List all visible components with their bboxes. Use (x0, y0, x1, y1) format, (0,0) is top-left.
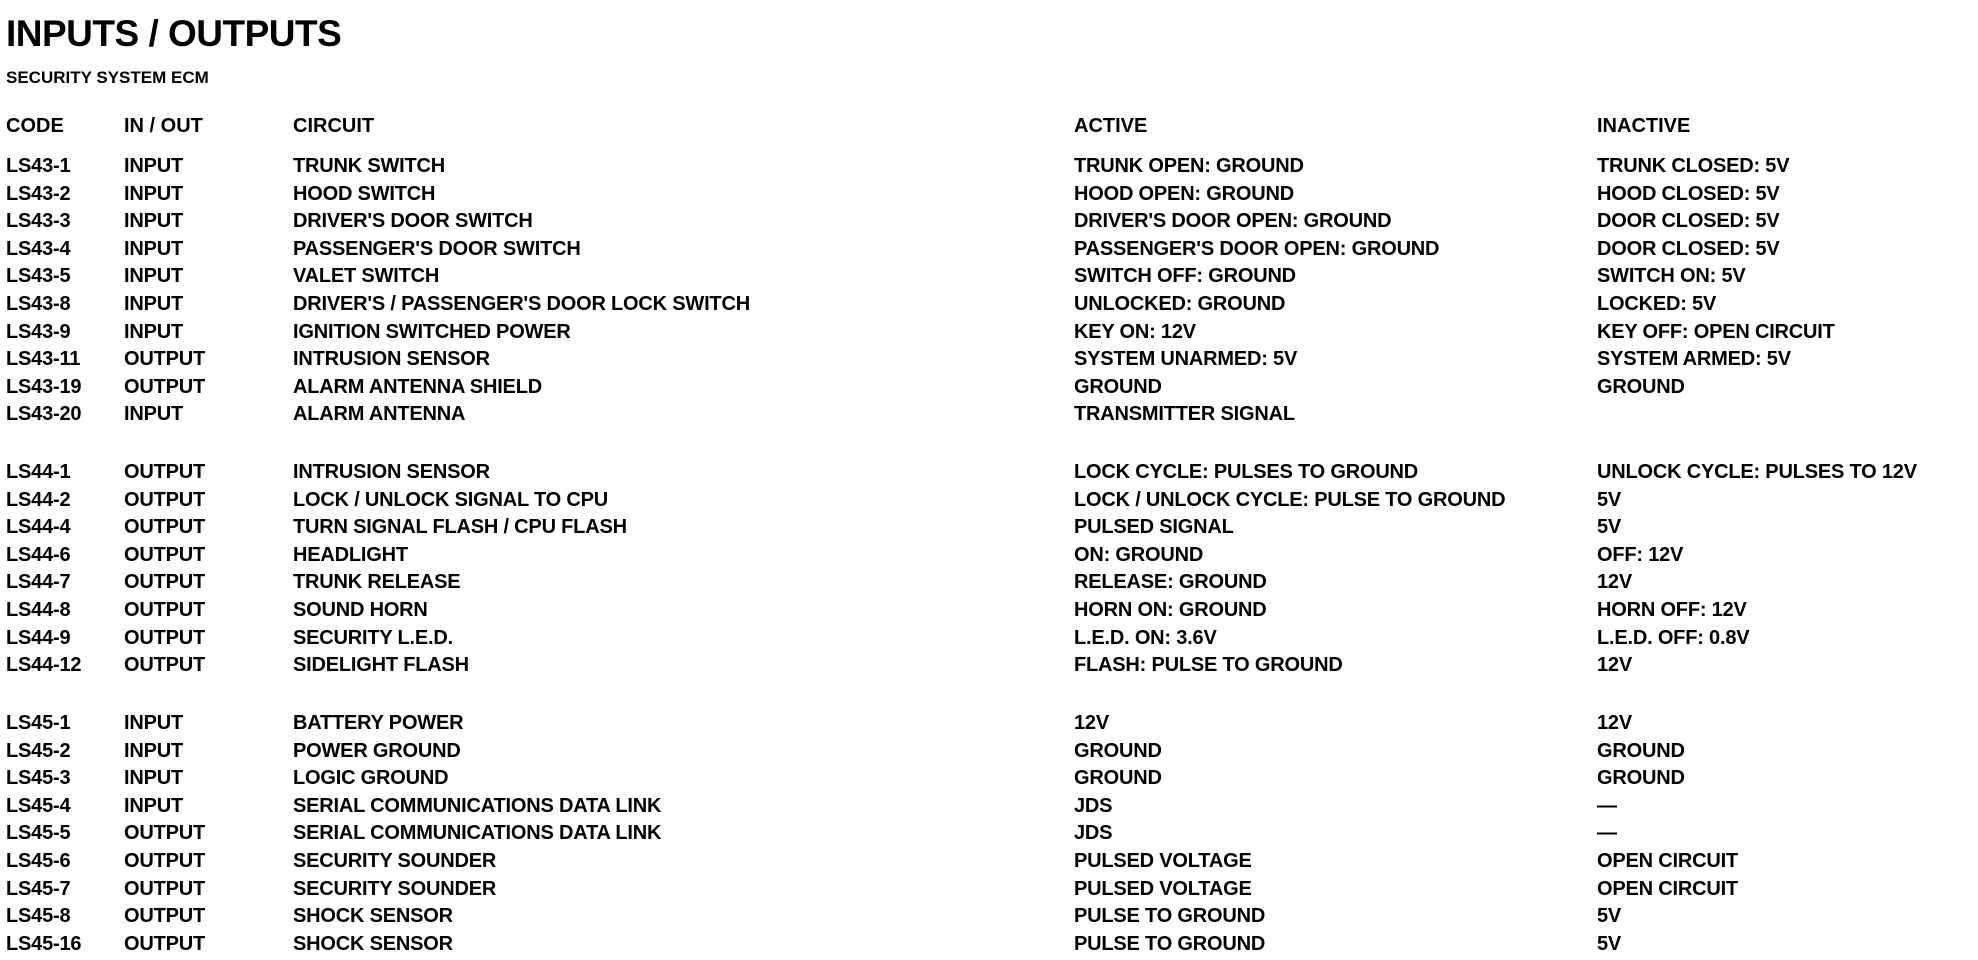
cell-active: PULSE TO GROUND (1074, 905, 1266, 928)
cell-active: PULSED VOLTAGE (1074, 849, 1252, 872)
cell-code: LS45-7 (6, 877, 71, 900)
cell-circuit: SERIAL COMMUNICATIONS DATA LINK (293, 794, 662, 817)
cell-active: GROUND (1074, 375, 1162, 398)
header-code: CODE (6, 115, 64, 137)
cell-inactive: HOOD CLOSED: 5V (1597, 182, 1780, 205)
cell-circuit: VALET SWITCH (293, 265, 440, 288)
cell-in-out: OUTPUT (124, 571, 206, 594)
cell-in-out: INPUT (124, 767, 184, 790)
cell-code: LS45-3 (6, 767, 71, 790)
cell-in-out: OUTPUT (124, 461, 206, 483)
cell-circuit: IGNITION SWITCHED POWER (293, 320, 571, 343)
table-group-ls43 (0, 153, 1978, 429)
cell-circuit: INTRUSION SENSOR (293, 348, 490, 371)
table-row (0, 181, 1978, 209)
cell-active: LOCK / UNLOCK CYCLE: PULSE TO GROUND (1074, 488, 1506, 511)
cell-circuit: ALARM ANTENNA (293, 403, 466, 426)
cell-circuit: ALARM ANTENNA SHIELD (293, 375, 542, 398)
cell-in-out: INPUT (124, 265, 184, 288)
cell-in-out: OUTPUT (124, 905, 206, 928)
cell-circuit: TRUNK SWITCH (293, 155, 446, 177)
cell-active: TRUNK OPEN: GROUND (1074, 155, 1304, 177)
table-row (0, 820, 1978, 848)
table-row (0, 319, 1978, 347)
cell-code: LS43-19 (6, 375, 82, 398)
cell-inactive: OPEN CIRCUIT (1597, 877, 1738, 900)
cell-in-out: OUTPUT (124, 626, 206, 649)
cell-active: L.E.D. ON: 3.6V (1074, 626, 1217, 649)
cell-active: 12V (1074, 712, 1109, 734)
cell-active: PASSENGER'S DOOR OPEN: GROUND (1074, 237, 1440, 260)
cell-in-out: OUTPUT (124, 849, 206, 872)
cell-circuit: SECURITY SOUNDER (293, 877, 497, 900)
table-row (0, 208, 1978, 236)
table-row (0, 514, 1978, 542)
cell-code: LS43-4 (6, 237, 71, 260)
cell-active: LOCK CYCLE: PULSES TO GROUND (1074, 461, 1419, 483)
cell-circuit: PASSENGER'S DOOR SWITCH (293, 237, 581, 260)
cell-circuit: SHOCK SENSOR (293, 932, 453, 955)
cell-active: RELEASE: GROUND (1074, 571, 1267, 594)
cell-in-out: INPUT (124, 320, 184, 343)
table-row (0, 542, 1978, 570)
cell-inactive: GROUND (1597, 739, 1685, 762)
cell-active: HORN ON: GROUND (1074, 598, 1267, 621)
cell-in-out: INPUT (124, 712, 184, 734)
cell-active: GROUND (1074, 739, 1162, 762)
cell-circuit: SECURITY L.E.D. (293, 626, 453, 649)
cell-active: JDS (1074, 822, 1113, 845)
cell-in-out: OUTPUT (124, 543, 206, 566)
header-inactive: INACTIVE (1597, 115, 1691, 137)
cell-in-out: INPUT (124, 794, 184, 817)
cell-inactive: 5V (1597, 516, 1622, 539)
cell-code: LS44-6 (6, 543, 71, 566)
table-group-ls45 (0, 710, 1978, 958)
cell-code: LS45-1 (6, 712, 71, 734)
cell-circuit: POWER GROUND (293, 739, 461, 762)
cell-circuit: BATTERY POWER (293, 712, 464, 734)
cell-active: PULSED VOLTAGE (1074, 877, 1252, 900)
table-row (0, 374, 1978, 402)
cell-circuit: SOUND HORN (293, 598, 428, 621)
cell-inactive: DOOR CLOSED: 5V (1597, 237, 1780, 260)
cell-code: LS44-12 (6, 654, 82, 677)
cell-code: LS43-11 (6, 348, 81, 371)
cell-in-out: INPUT (124, 155, 184, 177)
cell-circuit: HEADLIGHT (293, 543, 408, 566)
table-row (0, 236, 1978, 264)
cell-code: LS45-4 (6, 794, 71, 817)
table-row (0, 291, 1978, 319)
cell-inactive: 12V (1597, 654, 1632, 677)
cell-inactive: OPEN CIRCUIT (1597, 849, 1738, 872)
table-row (0, 652, 1978, 680)
cell-active: HOOD OPEN: GROUND (1074, 182, 1294, 205)
table-group-ls44 (0, 459, 1978, 680)
page-subtitle: SECURITY SYSTEM ECM (6, 68, 209, 87)
cell-code: LS45-5 (6, 822, 71, 845)
cell-inactive: 12V (1597, 712, 1632, 734)
table-row (0, 487, 1978, 515)
cell-active: GROUND (1074, 767, 1162, 790)
cell-inactive: 5V (1597, 932, 1622, 955)
cell-circuit: SIDELIGHT FLASH (293, 654, 469, 677)
table-row (0, 903, 1978, 931)
table-header (0, 112, 1978, 140)
cell-active: PULSE TO GROUND (1074, 932, 1266, 955)
cell-active: KEY ON: 12V (1074, 320, 1196, 343)
table-row (0, 848, 1978, 876)
cell-in-out: INPUT (124, 403, 184, 426)
cell-inactive: DOOR CLOSED: 5V (1597, 210, 1780, 233)
cell-in-out: INPUT (124, 210, 184, 233)
cell-inactive: SYSTEM ARMED: 5V (1597, 348, 1791, 371)
cell-circuit: SERIAL COMMUNICATIONS DATA LINK (293, 822, 662, 845)
cell-in-out: OUTPUT (124, 488, 206, 511)
cell-circuit: LOCK / UNLOCK SIGNAL TO CPU (293, 488, 608, 511)
cell-active: SWITCH OFF: GROUND (1074, 265, 1296, 288)
cell-circuit: DRIVER'S DOOR SWITCH (293, 210, 533, 233)
cell-code: LS44-7 (6, 571, 71, 594)
cell-in-out: OUTPUT (124, 348, 206, 371)
cell-in-out: OUTPUT (124, 877, 206, 900)
cell-code: LS44-4 (6, 516, 71, 539)
table-row (0, 765, 1978, 793)
table-row (0, 793, 1978, 821)
cell-in-out: INPUT (124, 182, 184, 205)
cell-inactive: OFF: 12V (1597, 543, 1684, 566)
cell-inactive: HORN OFF: 12V (1597, 598, 1747, 621)
cell-in-out: OUTPUT (124, 822, 206, 845)
cell-code: LS43-5 (6, 265, 71, 288)
cell-active: DRIVER'S DOOR OPEN: GROUND (1074, 210, 1392, 233)
table-row (0, 625, 1978, 653)
table-row (0, 931, 1978, 959)
cell-code: LS43-2 (6, 182, 71, 205)
cell-inactive: 5V (1597, 488, 1622, 511)
header-in-out: IN / OUT (124, 115, 203, 137)
cell-inactive: 12V (1597, 571, 1632, 594)
cell-active: JDS (1074, 794, 1113, 817)
cell-active: TRANSMITTER SIGNAL (1074, 403, 1295, 426)
cell-inactive: L.E.D. OFF: 0.8V (1597, 626, 1750, 649)
header-active: ACTIVE (1074, 115, 1148, 137)
cell-circuit: SHOCK SENSOR (293, 905, 453, 928)
cell-code: LS45-16 (6, 932, 82, 955)
cell-code: LS43-9 (6, 320, 71, 343)
cell-inactive: SWITCH ON: 5V (1597, 265, 1746, 288)
cell-inactive: GROUND (1597, 767, 1685, 790)
table-row (0, 153, 1978, 181)
header-circuit: CIRCUIT (293, 115, 375, 137)
cell-code: LS43-8 (6, 292, 71, 315)
table-row (0, 459, 1978, 487)
cell-active: PULSED SIGNAL (1074, 516, 1234, 539)
cell-in-out: OUTPUT (124, 516, 206, 539)
page-title: INPUTS / OUTPUTS (6, 13, 342, 54)
table-row (0, 346, 1978, 374)
cell-code: LS44-2 (6, 488, 71, 511)
cell-in-out: OUTPUT (124, 375, 206, 398)
cell-inactive: KEY OFF: OPEN CIRCUIT (1597, 320, 1835, 343)
table-row (0, 876, 1978, 904)
cell-in-out: INPUT (124, 292, 184, 315)
cell-in-out: INPUT (124, 739, 184, 762)
cell-code: LS44-9 (6, 626, 71, 649)
cell-inactive: UNLOCK CYCLE: PULSES TO 12V (1597, 461, 1917, 483)
cell-circuit: TRUNK RELEASE (293, 571, 461, 594)
cell-active: FLASH: PULSE TO GROUND (1074, 654, 1343, 677)
cell-code: LS43-20 (6, 403, 82, 426)
cell-code: LS45-6 (6, 849, 71, 872)
cell-code: LS43-3 (6, 210, 71, 233)
cell-code: LS43-1 (6, 155, 71, 177)
cell-active: UNLOCKED: GROUND (1074, 292, 1286, 315)
cell-in-out: OUTPUT (124, 932, 206, 955)
cell-circuit: INTRUSION SENSOR (293, 461, 490, 483)
cell-code: LS44-1 (6, 461, 71, 483)
cell-circuit: SECURITY SOUNDER (293, 849, 497, 872)
table-row (0, 738, 1978, 766)
cell-active: ON: GROUND (1074, 543, 1204, 566)
cell-inactive: TRUNK CLOSED: 5V (1597, 155, 1790, 177)
cell-inactive: — (1597, 822, 1617, 845)
cell-circuit: DRIVER'S / PASSENGER'S DOOR LOCK SWITCH (293, 292, 750, 315)
cell-circuit: LOGIC GROUND (293, 767, 449, 790)
table-row (0, 597, 1978, 625)
cell-active: SYSTEM UNARMED: 5V (1074, 348, 1298, 371)
cell-inactive: — (1597, 794, 1617, 817)
cell-code: LS45-8 (6, 905, 71, 928)
cell-code: LS45-2 (6, 739, 71, 762)
cell-in-out: OUTPUT (124, 598, 206, 621)
cell-in-out: OUTPUT (124, 654, 206, 677)
cell-in-out: INPUT (124, 237, 184, 260)
cell-inactive: GROUND (1597, 375, 1685, 398)
table-row (0, 569, 1978, 597)
cell-circuit: HOOD SWITCH (293, 182, 436, 205)
table-row (0, 710, 1978, 738)
cell-inactive: LOCKED: 5V (1597, 292, 1717, 315)
cell-inactive: 5V (1597, 905, 1622, 928)
table-row (0, 263, 1978, 291)
cell-code: LS44-8 (6, 598, 71, 621)
cell-circuit: TURN SIGNAL FLASH / CPU FLASH (293, 516, 627, 539)
table-row (0, 401, 1978, 429)
